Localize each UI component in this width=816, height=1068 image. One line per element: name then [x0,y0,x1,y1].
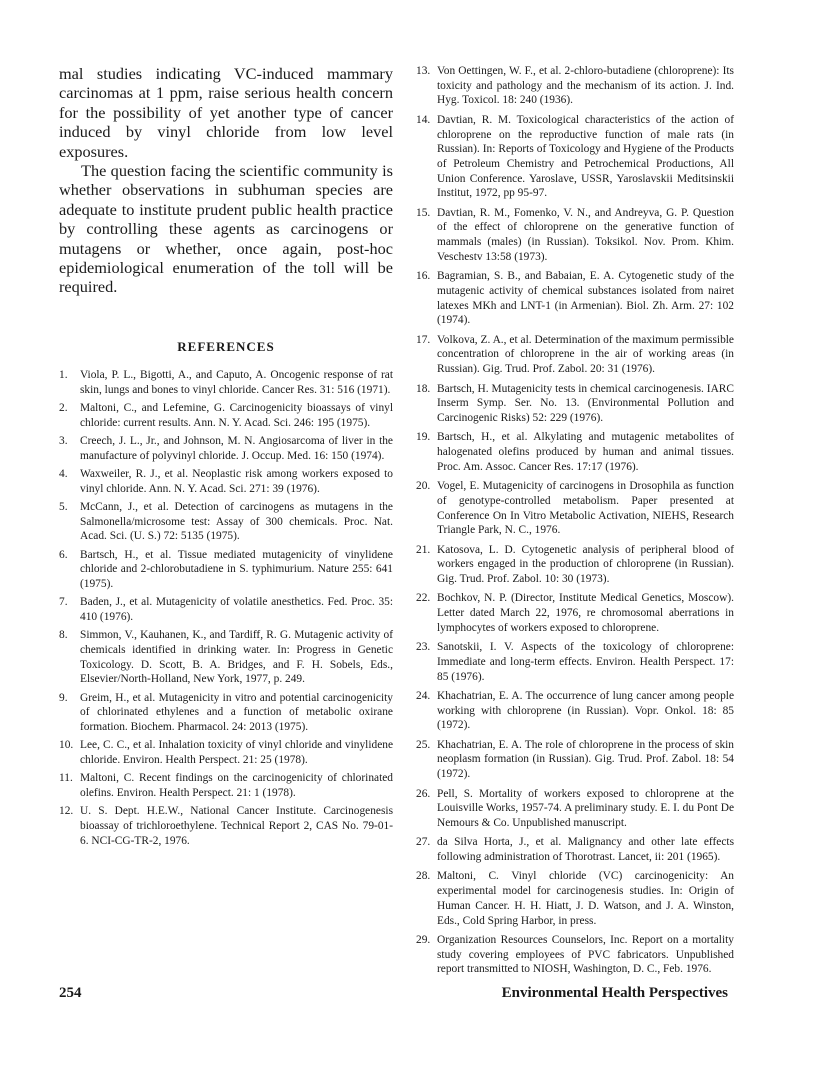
reference-text: Maltoni, C., and Lefemine, G. Carcinogenicity bioassays of vinyl chloride: current results. Ann. N. Y. Acad. Sci. 246: 195 (1975). [80,401,393,429]
intro-paragraph-1: mal studies indicating VC-induced mammary carcinomas at 1 ppm, raise serious health concern for the possibility of yet another type of cancer induced by vinyl chloride from low level exposures. [59,64,393,161]
reference-number: 19. [416,431,431,444]
reference-text: Viola, P. L., Bigotti, A., and Caputo, A. Oncogenic response of rat skin, lungs and bones to vinyl chloride. Cancer Res. 31: 516 (1971). [80,368,393,396]
reference-text: Greim, H., et al. Mutagenicity in vitro and potential carcinogenicity of chlorinated ethylenes and a function of metabolic oxirane formation. Biochem. Pharmacol. 24: 2013 (1975). [80,691,393,734]
reference-number: 4. [59,467,68,480]
reference-item [416,835,734,864]
reference-text: Volkova, Z. A., et al. Determination of the maximum permissible concentration of chloroprene in the air of working areas (in Russian). Gig. Trud. Prof. Zabol. 20: 31 (1976). [437,333,734,376]
reference-item [416,269,734,328]
reference-item [416,479,734,538]
reference-text: Organization Resources Counselors, Inc. Report on a mortality study covering employees of PVC fabricators. Unpublished report transmitted to NIOSH, Washington, D. C., Feb. 1976. [437,933,734,976]
reference-number: 12. [59,805,74,818]
reference-number: 2. [59,401,68,414]
references-list-left [59,368,393,849]
journal-name: Environmental Health Perspectives [501,985,728,1001]
reference-text: Khachatrian, E. A. The occurrence of lung cancer among people working with chloroprene (in Russian). Vopr. Onkol. 18: 85 (1972). [437,689,734,732]
reference-number: 10. [59,739,74,752]
reference-number: 25. [416,738,431,751]
reference-item [59,771,393,800]
reference-text: Bochkov, N. P. (Director, Institute Medical Genetics, Moscow). Letter dated March 22, 1976, re chromosomal aberrations in lymphocytes of workers exposed to chloroprene. [437,592,734,634]
reference-number: 14. [416,113,431,126]
reference-item [416,333,734,377]
reference-text: Creech, J. L., Jr., and Johnson, M. N. Angiosarcoma of liver in the manufacture of polyvinyl chloride. J. Occup. Med. 16: 150 (1974). [80,434,393,462]
reference-text: Maltoni, C. Vinyl chloride (VC) carcinogenicity: An experimental model for carcinogenesis studies. In: Origin of Human Cancer. H. H. Hiatt, J. D. Watson, and J. A. Winston, Eds., Cold Spring Harbor, in press. [437,870,734,927]
reference-text: Pell, S. Mortality of workers exposed to chloroprene at the Louisville Works, 1957-74. A preliminary study. E. I. du Pont De Nemours & Co. Unpublished manuscript. [437,787,734,829]
reference-number: 3. [59,434,68,447]
reference-number: 1. [59,368,68,381]
reference-item [59,500,393,544]
reference-text: Simmon, V., Kauhanen, K., and Tardiff, R. G. Mutagenic activity of chemicals identified in drinking water. In: Progress in Genetic Toxicology. D. Scott, B. A. Bridges, and F. H. Sobels, Eds., Elsevier/North-Holland, New York, 1977, p. 249. [80,629,393,686]
reference-number: 8. [59,629,68,642]
reference-number: 23. [416,641,431,654]
reference-item [416,591,734,635]
reference-item [59,434,393,463]
reference-item [416,689,734,733]
reference-item [416,113,734,201]
reference-item [416,430,734,474]
reference-item [416,543,734,587]
reference-text: Von Oettingen, W. F., et al. 2-chloro-butadiene (chloroprene): Its toxicity and pathology and the mechanism of its action. J. Ind. Hyg. Toxicol. 18: 240 (1936). [437,65,734,107]
page-number: 254 [59,985,82,1001]
reference-number: 26. [416,787,431,800]
reference-item [59,691,393,735]
reference-number: 27. [416,836,431,849]
reference-text: Baden, J., et al. Mutagenicity of volatile anesthetics. Fed. Proc. 35: 410 (1976). [80,596,393,623]
reference-item [59,595,393,624]
intro-text [59,64,393,297]
reference-item [59,548,393,592]
reference-item [416,869,734,928]
left-column [59,64,393,852]
reference-item [59,368,393,397]
reference-text: Bartsch, H. Mutagenicity tests in chemical carcinogenesis. IARC Inserm Symp. Ser. No. 13. (Environmental Pollution and Carcinogenic Risks) 52: 229 (1976). [437,382,734,424]
reference-number: 15. [416,206,431,219]
reference-number: 13. [416,65,431,77]
right-column [416,64,734,982]
reference-number: 5. [59,500,68,513]
reference-text: Davtian, R. M. Toxicological characteristics of the action of chloroprene on the reproductive function of male rats (in Russian). In: Reports of Toxicology and Hygiene of the Products of Petroleum Chemistry and Petrochemical Productions, All Union Conference. Yaroslave, USSR, Yaroslavskii Meditsinskii Institut, 1972, pp 95-97. [437,113,734,200]
reference-number: 24. [416,689,431,702]
reference-text: Khachatrian, E. A. The role of chloroprene in the process of skin neoplasm formation (in Russian). Gig. Trud. Prof. Zabol. 18: 54 (1972). [437,738,734,781]
references-heading: REFERENCES [177,338,275,354]
reference-text: McCann, J., et al. Detection of carcinogens as mutagens in the Salmonella/microsome test: Assay of 300 chemicals. Proc. Nat. Acad. Sci. (U. S.) 72: 5135 (1975). [80,500,393,543]
reference-text: Sanotskii, I. V. Aspects of the toxicology of chloroprene: Immediate and long-term effects. Environ. Health Perspect. 17: 85 (1976). [437,641,734,683]
intro-paragraph-2: The question facing the scientific community is whether observations in subhuman species are adequate to institute prudent public health practice by controlling these agents as carcinogens or mutagens or whether, once again, post-hoc epidemiological enumeration of the toll will be required. [59,161,393,297]
reference-text: Davtian, R. M., Fomenko, V. N., and Andreyva, G. P. Question of the effect of chloroprene on the generative function of mammals (males) (in Russian). Toksikol. Nov. Prom. Khim. Veschestv 13:58 (1973). [437,206,734,263]
reference-item [59,401,393,430]
reference-text: Bagramian, S. B., and Babaian, E. A. Cytogenetic study of the mutagenic activity of chemical substances isolated from nairet latexes MKh and LNT-1 (in Armenian). Biol. Zh. Arm. 27: 102 (1974). [437,270,734,327]
reference-number: 6. [59,548,68,561]
reference-item [416,787,734,831]
references-list-right [416,64,734,977]
reference-number: 18. [416,382,431,395]
reference-number: 29. [416,933,431,946]
reference-item [416,206,734,265]
reference-text: U. S. Dept. H.E.W., National Cancer Institute. Carcinogenesis bioassay of trichloroethylene. Technical Report 2, CAS No. 79-01-6. NCI-CG-TR-2, 1976. [80,805,393,847]
reference-number: 11. [59,772,73,785]
reference-number: 20. [416,480,431,493]
reference-item [416,64,734,108]
reference-number: 17. [416,333,431,346]
reference-item [59,804,393,848]
reference-text: Waxweiler, R. J., et al. Neoplastic risk among workers exposed to vinyl chloride. Ann. N. Y. Acad. Sci. 271: 39 (1976). [80,467,393,495]
reference-number: 21. [416,543,431,556]
reference-text: Bartsch, H., et al. Tissue mediated mutagenicity of vinylidene chloride and 2-chlorobutadiene in S. typhimurium. Nature 255: 641 (1975). [80,548,393,590]
reference-text: Maltoni, C. Recent findings on the carcinogenicity of chlorinated olefins. Environ. Health Perspect. 21: 1 (1978). [80,772,393,800]
reference-text: Lee, C. C., et al. Inhalation toxicity of vinyl chloride and vinylidene chloride. Environ. Health Perspect. 21: 25 (1978). [80,739,393,767]
reference-item [59,467,393,496]
reference-text: Vogel, E. Mutagenicity of carcinogens in Drosophila as function of genotype-controlled metabolism. Paper presented at Conference On In Vitro Metabolic Activation, NIEHS, Research Triangle Park, N. C., 1976. [437,480,734,537]
reference-text: Katosova, L. D. Cytogenetic analysis of peripheral blood of workers engaged in the production of chloroprene (in Russian). Gig. Trud. Prof. Zabol. 10: 30 (1973). [437,543,734,585]
reference-text: da Silva Horta, J., et al. Malignancy and other late effects following administration of Thorotrast. Lancet, ii: 201 (1965). [437,836,734,864]
reference-item [59,738,393,767]
reference-item [416,738,734,782]
reference-text: Bartsch, H., et al. Alkylating and mutagenic metabolites of halogenated olefins produced by human and animal tissues. Proc. Am. Assoc. Cancer Res. 17:17 (1976). [437,431,734,473]
reference-number: 7. [59,596,68,609]
reference-number: 22. [416,592,431,605]
reference-item [416,640,734,684]
reference-number: 16. [416,270,431,283]
reference-number: 28. [416,870,431,883]
reference-item [59,628,393,687]
reference-number: 9. [59,691,68,704]
reference-item [416,382,734,426]
reference-item [416,933,734,977]
